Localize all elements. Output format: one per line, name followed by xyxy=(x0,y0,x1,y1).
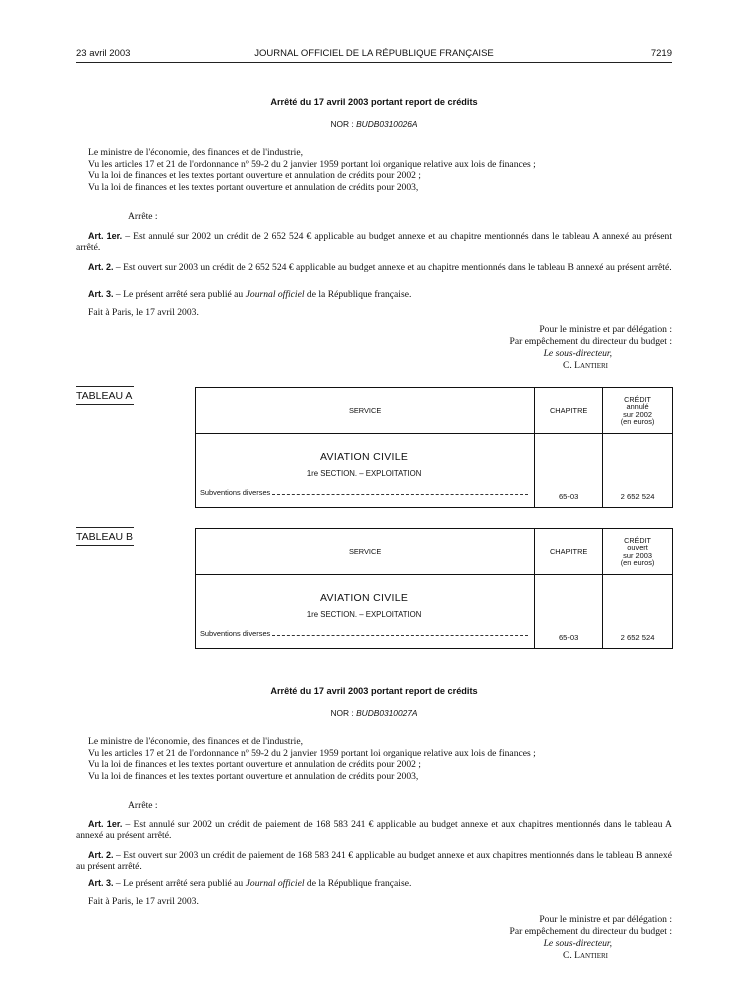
table-row xyxy=(196,434,673,508)
preamble-line: Vu les articles 17 et 21 de l'ordonnance nº 59-2 du 2 janvier 1959 portant loi organique relative aux lois de finances ; xyxy=(88,158,536,170)
service-cell xyxy=(196,434,535,508)
chapitre-cell: 65-03 xyxy=(535,575,603,649)
preamble-line: Vu la loi de finances et les textes portant ouverture et annulation de crédits pour 2003, xyxy=(88,770,419,782)
tableau-a-rule-bottom xyxy=(76,404,134,405)
table-header-row xyxy=(196,388,673,434)
header-date: 23 avril 2003 xyxy=(76,48,131,59)
decree1-nor: NOR : BUDB0310026A xyxy=(330,119,418,129)
decree2-nor: NOR : BUDB0310027A xyxy=(330,708,418,718)
tableau-b-rule-top xyxy=(76,527,134,528)
col-service-header: SERVICE xyxy=(196,388,535,434)
preamble-line: Vu la loi de finances et les textes portant ouverture et annulation de crédits pour 2002 ; xyxy=(88,759,421,771)
col-chapitre-header: CHAPITRE xyxy=(535,388,603,434)
service-cell xyxy=(196,575,535,649)
section-name: 1re SECTION. – EXPLOITATION xyxy=(306,468,422,478)
decree2-title: Arrêté du 17 avril 2003 portant report de crédits xyxy=(270,686,478,696)
section-name: 1re SECTION. – EXPLOITATION xyxy=(306,609,422,619)
decree2-article-3: Art. 3. – Le présent arrêté sera publié au Journal officiel de la République française. xyxy=(88,878,412,889)
tableau-a-table xyxy=(195,387,673,508)
decree1-arrete: Arrête : xyxy=(128,211,158,222)
preamble-line: Vu les articles 17 et 21 de l'ordonnance nº 59-2 du 2 janvier 1959 portant loi organique relative aux lois de finances ; xyxy=(88,747,536,759)
decree2-fait: Fait à Paris, le 17 avril 2003. xyxy=(88,896,199,907)
col-credit-header: CRÉDIT ouvert sur 2003 (en euros) xyxy=(603,529,673,575)
chapitre-cell: 65-03 xyxy=(535,434,603,508)
decree2-article-2: Art. 2. – Est ouvert sur 2003 un crédit de paiement de 168 583 241 € applicable au budget annexe et aux chapitres mentionnés dans le tableau B annexé au présent arrêté. xyxy=(76,850,672,872)
preamble-line: Le ministre de l'économie, des finances et de l'industrie, xyxy=(88,147,303,158)
table-row xyxy=(196,575,673,649)
decree1-article-3: Art. 3. – Le présent arrêté sera publié au Journal officiel de la République française. xyxy=(88,289,412,300)
tableau-a-rule-top xyxy=(76,386,134,387)
decree1-article-1: Art. 1er. – Est annulé sur 2002 un crédit de 2 652 524 € applicable au budget annexe et au chapitre mentionnés dans le tableau A annexé au présent arrêté. xyxy=(76,231,672,253)
decree2-article-1: Art. 1er. – Est annulé sur 2002 un crédit de paiement de 168 583 241 € applicable au budget annexe et aux chapitres mentionnés dans le tableau A annexé au présent arrêté. xyxy=(76,819,672,841)
tableau-b-table xyxy=(195,528,673,649)
line-item: Subventions diverses xyxy=(200,629,528,638)
decree2-signature: Pour le ministre et par délégation : Par empêchement du directeur du budget : Le sous-directeur, C. Lantieri xyxy=(509,914,672,961)
decree1-title: Arrêté du 17 avril 2003 portant report de crédits xyxy=(270,97,478,107)
preamble-line: Le ministre de l'économie, des finances et de l'industrie, xyxy=(88,736,303,747)
table-header-row xyxy=(196,529,673,575)
service-name: AVIATION CIVILE xyxy=(320,591,409,604)
service-name: AVIATION CIVILE xyxy=(320,450,409,463)
decree1-article-2: Art. 2. – Est ouvert sur 2003 un crédit de 2 652 524 € applicable au budget annexe et au chapitre mentionnés dans le tableau B annexé au présent arrêté. xyxy=(88,262,672,273)
col-credit-header: CRÉDIT annulé sur 2002 (en euros) xyxy=(603,388,673,434)
tableau-b-label: TABLEAU B xyxy=(76,531,133,543)
col-chapitre-header: CHAPITRE xyxy=(535,529,603,575)
preamble-line: Vu la loi de finances et les textes portant ouverture et annulation de crédits pour 2002 ; xyxy=(88,170,421,182)
credit-cell: 2 652 524 xyxy=(603,434,673,508)
decree1-preamble xyxy=(88,147,672,193)
decree2-preamble xyxy=(88,736,672,782)
tableau-b-rule-bottom xyxy=(76,545,134,546)
preamble-line: Vu la loi de finances et les textes portant ouverture et annulation de crédits pour 2003, xyxy=(88,181,419,193)
decree1-fait: Fait à Paris, le 17 avril 2003. xyxy=(88,307,199,318)
header-journal-title: JOURNAL OFFICIEL DE LA RÉPUBLIQUE FRANÇAISE xyxy=(254,48,494,59)
tableau-a-label: TABLEAU A xyxy=(76,390,133,402)
header-rule xyxy=(76,62,672,63)
decree1-signature: Pour le ministre et par délégation : Par empêchement du directeur du budget : Le sous-directeur, C. Lantieri xyxy=(509,324,672,371)
line-item: Subventions diverses xyxy=(200,488,528,497)
col-service-header: SERVICE xyxy=(196,529,535,575)
decree2-arrete: Arrête : xyxy=(128,800,158,811)
header-page-number: 7219 xyxy=(650,48,672,59)
credit-cell: 2 652 524 xyxy=(603,575,673,649)
